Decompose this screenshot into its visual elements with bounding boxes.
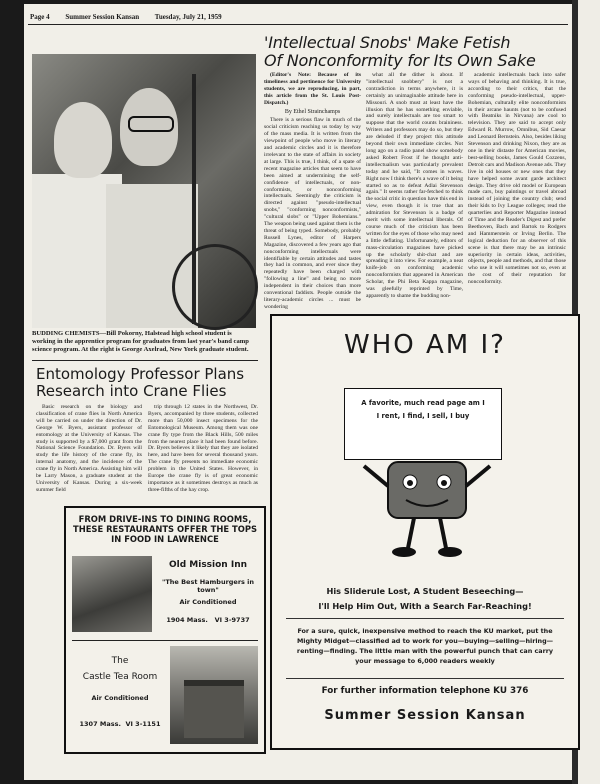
article2-headline: Entomology Professor Plans Research into Crane Flies	[36, 365, 245, 400]
paper-name: Summer Session Kansan	[65, 13, 140, 21]
ad-phone-info: For further information telephone KU 376	[321, 686, 529, 696]
article2-col2: trip through 12 states in the Northwest, Dr. Byers, accompanied by three students, collected more than 50,000 insect specimens for the Entomological Museum. Among them was one crane fly type from the Black Hills, 500 miles from the nearest place it had been found before. Dr. Byers believes it likely that they are isolated here, and have been for several thousand years. The crane fly presents no immediate economic problem in the United States. However, in Europe the crane fly is of great economic importance as it sometimes destroys as much as three-fifths of the hay crop.	[148, 404, 258, 493]
midget-sign: A favorite, much read page am I I rent, I find, I sell, I buy	[344, 388, 502, 460]
castle-tea-room-photo	[170, 646, 258, 744]
ad-body: For a sure, quick, inexpensive method to reach the KU market, put the Mighty Midget—classified ad to work for you—buying—selling—hiring—renting—finding. The little man with the powerful punch that can carry your message to 6,000 readers weekly	[296, 627, 554, 665]
old-mission-inn-photo	[72, 556, 152, 632]
r1-slogan: "The Best Hamburgers in town"	[161, 578, 255, 594]
newspaper-page	[24, 4, 572, 780]
article1-headline: 'Intellectual Snobs' Make Fetish Of Nonconformity for Its Own Sake	[264, 33, 536, 70]
article2-col1: Basic research on the biology and classification of crane flies in North America will be carried on under the direction of Dr. George W. Byers, assistant professor of entomology at the University of Kansas. The study is supported by a $7,000 grant from the National Science Foundation. Dr. Byers will study the life history of the crane fly, its internal anatomy, and the incidence of the crane fly in North America. Assisting him will be Larry Mason, a graduate student at the University of Kansas. During a six-week summer field	[36, 404, 142, 493]
photo-caption: BUDDING CHEMISTS—Bill Pokorny, Halstead high school student is working in the apprentice program for graduates from last year's band camp science program. At the right is George Axelrad, New York graduate student.	[32, 330, 249, 353]
masthead	[30, 13, 236, 21]
lab-apparatus	[172, 244, 258, 330]
next-page-edge	[578, 0, 600, 784]
classified-ad	[270, 314, 580, 750]
dining-ad	[64, 506, 266, 754]
r2-name: The Castle Tea Room	[82, 656, 158, 682]
r2-contact: 1307 Mass. VI 3-1151	[79, 720, 161, 728]
eyeglasses	[128, 116, 174, 132]
page-number: Page 4	[30, 13, 50, 21]
who-am-i-headline: WHO AM I?	[344, 330, 506, 360]
dining-ad-header: FROM DRIVE-INS TO DINING ROOMS, THESE RESTAURANTS OFFER THE TOPS IN FOOD IN LAWRENCE	[72, 514, 257, 544]
r1-contact: 1904 Mass. VI 3-9737	[166, 616, 250, 624]
article1-col1: (Editor's Note: Because of its timeliness and pertinence for University students, we are reproducing, in part, this article from the St. Louis Post-Dispatch.) By Ethel Strainchamps There is a serious flaw in much of the social criticism reaching us today by way of the mass media. It is written from the viewpoint of people who move in literary and academic circles and it is therefore irrelevant to the state of affairs in society at large. This is true, I think, of a spate of recent magazine articles that seem to have been aimed at undermining the self-confidence of intellectuals, or non-conformists, or nonconforming intellectuals. Seemingly the criticism is directed against "pseudo-intellectual snobs," "conforming nonconformists," "cultural slobs" or "Upper Bohemians." The weapon being used against them is the threat of being typed. Somebody, probably Russell Lynes, editor of Harpers Magazine, discovered a few years ago that nonconforming intellectuals were identifiable by certain attitudes and tastes they had in common, and ever since they repeatedly have been charged with "following a line" and being no more independent in their choices than more conventional faddists. People outside the literary-academic circles ... must be wondering	[264, 72, 361, 310]
r1-feature: Air Conditioned	[179, 598, 237, 606]
ad-slogan-2: I'll Help Him Out, With a Search Far-Reaching!	[318, 601, 532, 611]
ad-slogan-1: His Sliderule Lost, A Student Beseeching—	[326, 586, 524, 596]
r2-feature: Air Conditioned	[91, 694, 149, 702]
issue-date: Tuesday, July 21, 1959	[154, 13, 222, 21]
masthead-rule	[28, 24, 568, 25]
article1-col3: academic intellectuals back into safer ways of behaving and thinking. It is true, according to their critics, that the conforming pseudo-intellectual, upper-Bohemian, culturally elite nonconformists in their arcane haunts (not to be confused with Beatniks in Nirvana) are cool to television. They are said to accept only Edward R. Murrow, Omnibus, Sid Caesar and Leonard Bernstein. Also, besides liking Stevenson and drinking Nixon, they are as one in their distaste for American movies, best-selling books, James Gould Cozzens, Detroit cars and Madison Avenue ads. They live in old houses or new ones that they have helped some avant garde architect design. They drive old model or European made cars, buy paintings or travel abroad instead of joining the country club; send their kids to Ivy League colleges; read the quarterlies and Reporter Magazine instead of Time and the Reader's Digest and prefer Beethoven, Bach and Bartok to Rodgers and Hammerstein or Irving Berlin. The logical deduction for an observer of this scene is that there may be an intrinsic superiority in certain ideas, activities, objects, people and methods, and that those who use it will sometimes not so, even at the cost of their reputation for nonconformity.	[468, 72, 566, 286]
chemists-photo	[32, 54, 256, 328]
mighty-midget-mascot	[358, 456, 496, 560]
student-left	[54, 102, 112, 178]
r1-name: Old Mission Inn	[168, 560, 248, 570]
article1-col2: what all the dither is about. If "intellectual snobbery" is not a contradiction in terms anywhere, it is certainly an unimaginable attitude here in Missouri. A snob must at least have the illusion that he has something enviable, and surely intellectuals are too smart to suppose that the world counts braininess. Writers and professors may do so, but they are deluded if they project this attitude beyond their own immediate circles. Not long ago on a radio panel show somebody asked Robert Frost if he thought anti-intellectualism was particularly prevalent today and he said, "It comes in waves. Right now I think there's a wave of it being started so as to defeat Adlai Stevenson again." It seems rather far-fetched to think the social critic in question have this end in view, even though it is true that an admiration for Stevenson is a badge of merit with some intellectual liberals. Of course much of the criticism has been written for the eyes of those who may need a little deflating. Unfortunately, editors of mass-circulation magazines have picked up the scholarly shit-chat and are spreading it into view. For example, a neat knife-job on conforming academic nonconformists that appeared in American Scholar, the Phi Beta Kappa magazine, was gleefully reprinted by Time, apparently to shame the budding non-	[366, 72, 463, 299]
ad-footer: Summer Session Kansan	[324, 708, 526, 723]
